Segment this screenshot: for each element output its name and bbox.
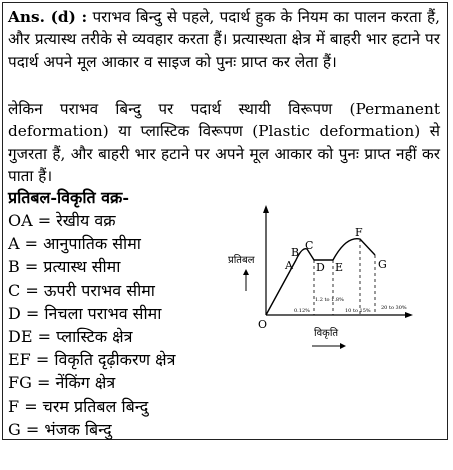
point-label-d: D [316, 261, 325, 274]
annotation-yield: 1.2 to 1.8% [315, 297, 344, 303]
stress-arrow-icon [243, 269, 249, 275]
point-label-a: A [285, 259, 293, 272]
legend-item: B = प्रत्यास्थ सीमा [8, 257, 121, 277]
point-label-f: F [355, 226, 363, 239]
strain-label: विकृति [314, 328, 339, 339]
legend-item: D = निचला पराभव सीमा [8, 303, 162, 323]
legend-item: F = चरम प्रतिबल बिन्दु [8, 396, 149, 416]
legend-item: OA = रेखीय वक्र [8, 211, 116, 230]
legend-item: A = आनुपातिक सीमा [8, 234, 141, 254]
legend-item: C = ऊपरी पराभव सीमा [8, 280, 155, 300]
stress-label: प्रतिबल [228, 255, 255, 266]
legend-item: FG = नेंकिंग क्षेत्र [8, 373, 116, 393]
point-label-b: B [291, 246, 300, 259]
paragraph-2: लेकिन पराभव बिन्दु पर पदार्थ स्थायी विरूपण (Permanent deformation) या प्लास्टिक विरूपण (Plastic deformation) से गुजरता हैं, और बाहरी भार हटाने पर अपने मूल आकार को पुनः प्राप्त नहीं कर पाता हैं। [8, 100, 440, 186]
stress-axis-arrow-icon [263, 205, 269, 213]
annotation-elastic: 0.12% [294, 308, 310, 314]
legend-item: G = भंजक बिन्दु [8, 419, 112, 439]
point-label-c: C [305, 239, 314, 252]
paragraph-1 [8, 6, 440, 73]
strain-arrow-icon [340, 343, 346, 349]
annotation-fracture: 20 to 30% [381, 305, 407, 311]
point-label-g: G [378, 258, 387, 271]
legend-item: EF = विकृति दृढ़ीकरण क्षेत्र [8, 350, 176, 370]
origin-label: O [258, 318, 268, 331]
legend-list [8, 209, 223, 441]
curve-heading: प्रतिबल-विकृति वक्र- [8, 188, 129, 207]
stress-strain-curve [266, 239, 375, 315]
legend-item: DE = प्लास्टिक क्षेत्र [8, 327, 133, 347]
point-label-e: E [335, 261, 344, 274]
stress-strain-diagram [218, 203, 413, 353]
answer-prefix: Ans. (d) : [8, 8, 88, 26]
strain-axis-arrow-icon [405, 312, 413, 318]
annotation-ultimate: 10 to 15% [345, 308, 371, 314]
answer-card [2, 2, 448, 440]
paragraph-1-text: पराभव बिन्दु से पहले, पदार्थ हुक के नियम का पालन करता हैं, और प्रत्यास्थ तरीके से व्यवहार करता हैं। प्रत्यास्थता क्षेत्र में बाहरी भार हटाने पर पदार्थ अपने मूल आकार व साइज को पुनः प्राप्त कर लेता हैं। [8, 8, 440, 71]
